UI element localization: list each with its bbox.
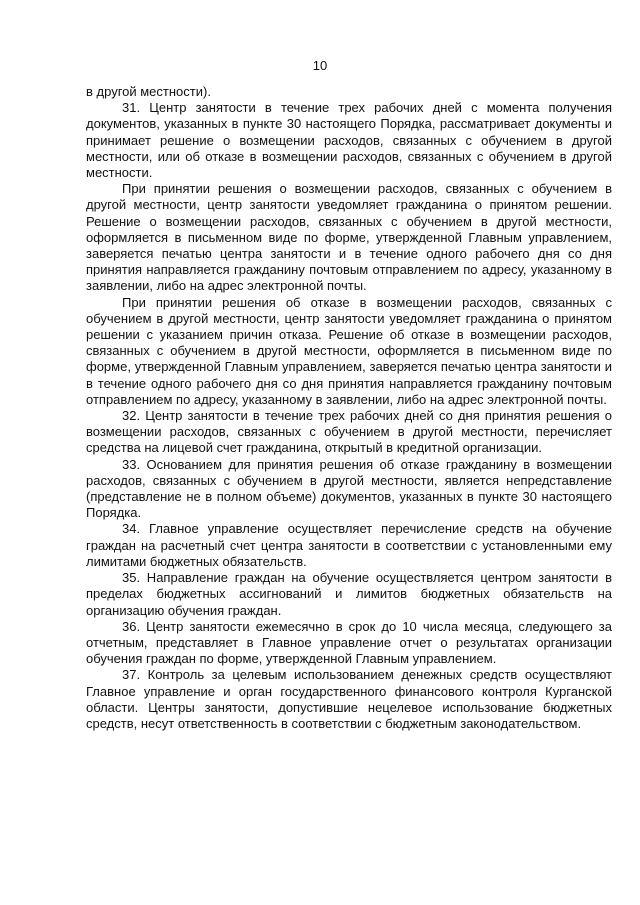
paragraph-item-34: 34. Главное управление осуществляет перечисление средств на обучение граждан на расчетный счет центра занятости в соответствии с установленными ему лимитами бюджетных обязательств. (86, 521, 612, 569)
paragraph-continuation: в другой местности). (86, 84, 211, 99)
paragraph-item-33: 33. Основанием для принятия решения об отказе гражданину в возмещении расходов, связанных с обучением в другой местности, является непредставление (представление не в полном объеме) документов, указанных в пункте 30 настоящего Порядка. (86, 456, 612, 521)
paragraph-item-32: 32. Центр занятости в течение трех рабочих дней со дня принятия решения о возмещении расходов, связанных с обучением в другой местности, перечисляет средства на лицевой счет гражданина, открытый в кредитной организации. (86, 408, 612, 456)
paragraph-refusal-decision: При принятии решения об отказе в возмещении расходов, связанных с обучением в другой местности, центр занятости уведомляет гражданина о принятом решении с указанием причин отказа. Решение об отказе в возмещении расходов, связанных с обучением в другой местности, оформляется в письменном виде по форме, утвержденной Главным управлением, заверяется печатью центра занятости и в течение одного рабочего дня со дня принятия направляется гражданину почтовым отправлением по адресу, указанному в заявлении, либо на адрес электронной почты. (86, 294, 612, 407)
paragraph-item-36: 36. Центр занятости ежемесячно в срок до 10 числа месяца, следующего за отчетным, представляет в Главное управление отчет о результатах организации обучения граждан по форме, утвержденной Главным управлением. (86, 618, 612, 667)
paragraph-item-31: 31. Центр занятости в течение трех рабочих дней с момента получения документов, указанных в пункте 30 настоящего Порядка, рассматривает документы и принимает решение о возмещении расходов, связанных с обучением в другой местности, или об отказе в возмещении расходов, связанных с обучением в другой местности. (86, 100, 612, 181)
paragraph-item-37: 37. Контроль за целевым использованием денежных средств осуществляют Главное управление и орган государственного финансового контроля Курганской области. Центры занятости, допустившие нецелевое использование бюджетных средств, несут ответственность в соответствии с бюджетным законодательством. (86, 667, 612, 731)
document-body (86, 84, 612, 732)
paragraph-approval-decision: При принятии решения о возмещении расходов, связанных с обучением в другой местности, центр занятости уведомляет гражданина о принятом решении. Решение о возмещении расходов, связанных с обучением в другой местности, оформляется в письменном виде по форме, утвержденной Главным управлением, заверяется печатью центра занятости и в течение одного рабочего дня со дня принятия направляется гражданину почтовым отправлением по адресу, указанному в заявлении, либо на адрес электронной почты. (86, 181, 612, 294)
page-number: 10 (312, 58, 328, 73)
paragraph-item-35: 35. Направление граждан на обучение осуществляется центром занятости в пределах бюджетных ассигнований и лимитов бюджетных обязательств на организацию обучения граждан. (86, 570, 612, 618)
